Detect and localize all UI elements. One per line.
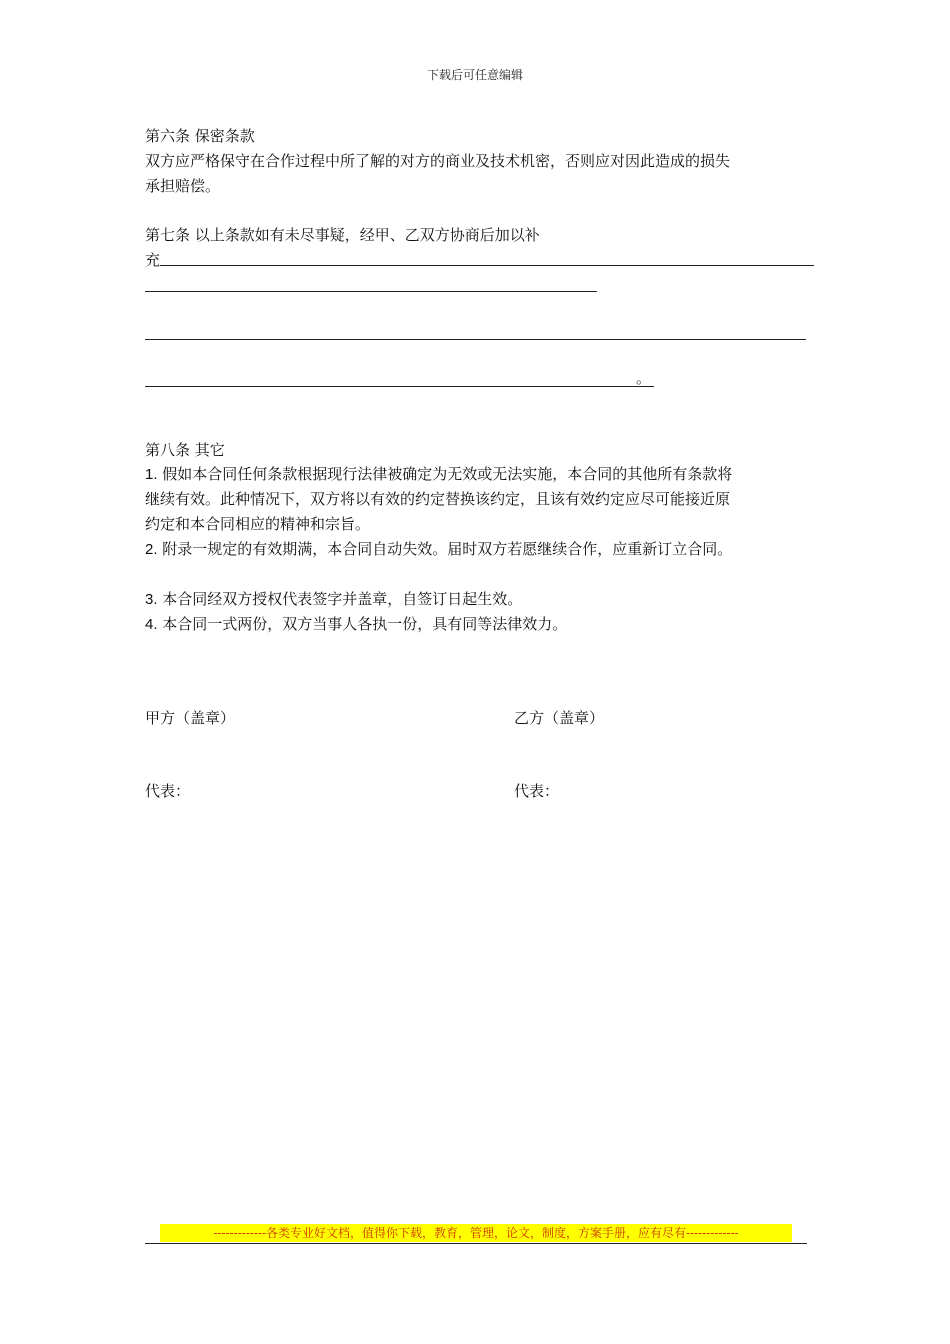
item3-number: 3. <box>145 591 158 608</box>
party-a-representative: 代表： <box>145 782 191 800</box>
article8-item1-line2: 继续有效。此种情况下，双方将以有效的约定替换该约定，且该有效约定应尽可能接近原 <box>145 490 731 508</box>
footer-banner: -------------各类专业好文档，值得你下载，教育，管理，论文，制度，方案手册，应有尽有------------- <box>160 1224 792 1242</box>
footer-rule <box>145 1243 807 1244</box>
item1-number: 1. <box>145 466 158 483</box>
article8-item4 <box>145 614 567 635</box>
article8-item2 <box>145 539 732 560</box>
item2-text: 附录一规定的有效期满，本合同自动失效。届时双方若愿继续合作，应重新订立合同。 <box>162 540 733 558</box>
party-b-seal: 乙方（盖章） <box>514 709 605 727</box>
fill-blank-line-3 <box>145 339 806 340</box>
article8-title: 第八条 其它 <box>145 441 225 459</box>
page-header: 下载后可任意编辑 <box>426 68 523 82</box>
fill-blank-line-1 <box>160 265 814 266</box>
article7-title: 第七条 以上条款如有未尽事疑，经甲、乙双方协商后加以补 <box>145 226 540 244</box>
article8-item1-line1 <box>145 464 732 485</box>
party-b-representative: 代表： <box>514 782 560 800</box>
article8-item1-line3: 约定和本合同相应的精神和宗旨。 <box>145 515 371 533</box>
article7-end-mark: 。 <box>636 369 652 387</box>
article6-title: 第六条 保密条款 <box>145 127 255 145</box>
article7-fill-start: 充 <box>145 251 161 269</box>
item4-number: 4. <box>145 616 158 633</box>
article8-item3 <box>145 589 522 610</box>
item4-text: 本合同一式两份，双方当事人各执一份，具有同等法律效力。 <box>162 615 568 633</box>
party-a-seal: 甲方（盖章） <box>145 709 236 727</box>
item2-number: 2. <box>145 541 158 558</box>
article6-body-line2: 承担赔偿。 <box>145 177 221 195</box>
article6-body-line1: 双方应严格保守在合作过程中所了解的对方的商业及技术机密，否则应对因此造成的损失 <box>145 152 731 170</box>
fill-blank-line-4 <box>145 386 654 387</box>
item1-text: 假如本合同任何条款根据现行法律被确定为无效或无法实施，本合同的其他所有条款将 <box>162 465 733 483</box>
fill-blank-line-2 <box>145 291 597 292</box>
item3-text: 本合同经双方授权代表签字并盖章，自签订日起生效。 <box>162 590 523 608</box>
